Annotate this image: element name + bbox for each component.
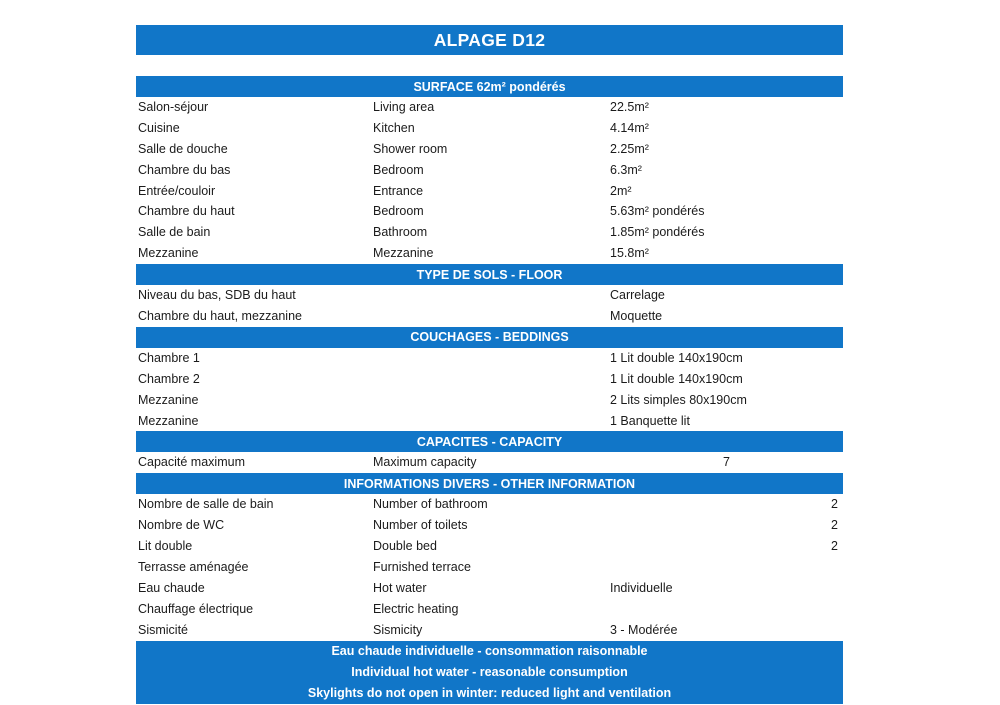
row-label-fr: Nombre de salle de bain [138,497,274,512]
section-header [136,76,843,97]
row-value: 1 Lit double 140x190cm [610,371,743,386]
row-label-en: Shower room [373,141,448,156]
table-row [136,620,843,641]
row-value: 1 Lit double 140x190cm [610,350,743,365]
footer-note-line: Skylights do not open in winter: reduced light and ventilation [307,685,672,700]
row-label-fr: Chambre du haut [138,204,235,219]
row-label-en: Entrance [373,183,424,198]
table-row [136,97,843,118]
row-value: 2 [831,518,838,533]
section-header-label: SURFACE 62m² pondérés [413,79,566,94]
row-value: 2m² [610,183,632,198]
row-label-fr: Cuisine [138,120,180,135]
row-label-fr: Salle de douche [138,141,228,156]
row-label-en: Bathroom [373,225,428,240]
row-label-fr: Mezzanine [138,246,199,261]
table-row [136,139,843,160]
table-row [136,285,843,306]
table-section [136,431,843,473]
row-label-en: Number of bathroom [373,497,488,512]
row-label-fr: Mezzanine [138,413,199,428]
section-header [136,473,843,494]
row-label-fr: Salon-séjour [138,100,209,114]
table-row [136,243,843,264]
table-row [136,515,843,536]
row-label-fr: Lit double [138,539,193,554]
row-label-en: Number of toilets [373,518,468,533]
sections-container [136,76,843,641]
row-label-en: Mezzanine [373,246,434,261]
table-row [136,348,843,369]
table-section [136,327,843,432]
row-value: 6.3m² [610,162,642,177]
section-header-label: TYPE DE SOLS - FLOOR [416,267,563,282]
row-label-en: Maximum capacity [373,455,477,470]
row-label-fr: Eau chaude [138,580,205,595]
section-header [136,431,843,452]
row-label-en: Kitchen [373,120,415,135]
row-label-en: Living area [373,100,435,114]
table-row [136,160,843,181]
table-row [136,222,843,243]
row-label-fr: Chambre du bas [138,162,231,177]
row-label-fr: Niveau du bas, SDB du haut [138,288,296,303]
row-label-fr: Terrasse aménagée [138,560,249,575]
row-label-en: Bedroom [373,162,424,177]
row-value: 4.14m² [610,120,649,135]
row-label-fr: Chambre 2 [138,371,200,386]
row-value: 2 [831,497,838,512]
row-label-en: Furnished terrace [373,560,471,575]
row-value: 2 Lits simples 80x190cm [610,392,747,407]
table-section [136,473,843,640]
row-value: 2 [831,539,838,554]
row-label-fr: Chauffage électrique [138,601,254,616]
table-row [136,536,843,557]
table-row [136,369,843,390]
row-value: 2.25m² [610,141,649,156]
table-row [136,201,843,222]
table-row [136,452,843,473]
row-label-en: Bedroom [373,204,424,219]
row-label-fr: Chambre 1 [138,350,200,365]
section-header-label: COUCHAGES - BEDDINGS [410,330,569,345]
table-section [136,76,843,264]
table-row [136,118,843,139]
row-label-fr: Sismicité [138,622,189,637]
row-label-fr: Entrée/couloir [138,183,216,198]
sheet-content [136,25,843,704]
section-header [136,264,843,285]
row-label-en: Electric heating [373,601,459,616]
page-title: ALPAGE D12 [433,29,546,50]
table-row [136,599,843,620]
table-row [136,411,843,432]
row-value: 1.85m² pondérés [610,225,705,240]
row-label-fr: Chambre du haut, mezzanine [138,309,302,324]
table-row [136,390,843,411]
table-row [136,306,843,327]
row-value: 5.63m² pondérés [610,204,705,219]
row-value: 1 Banquette lit [610,413,690,428]
row-value: 15.8m² [610,246,649,261]
row-label-en: Double bed [373,539,437,554]
section-header-label: CAPACITES - CAPACITY [416,434,563,449]
table-row [136,494,843,515]
row-label-en: Hot water [373,580,427,595]
section-header-label: INFORMATIONS DIVERS - OTHER INFORMATION [343,476,636,491]
footer-note-line: Individual hot water - reasonable consumption [351,664,628,679]
row-value: 3 - Modérée [610,622,678,637]
table-row [136,181,843,202]
table-row [136,557,843,578]
row-label-en: Sismicity [373,622,423,637]
title-bar [136,25,843,55]
table-section [136,264,843,327]
footer-note-line: Eau chaude individuelle - consommation raisonnable [331,643,648,658]
table-row [136,578,843,599]
row-label-fr: Mezzanine [138,392,199,407]
row-value: 7 [723,455,730,470]
row-value: 22.5m² [610,100,649,114]
row-value: Carrelage [610,288,665,303]
footer-notes [136,641,843,704]
row-value: Moquette [610,309,663,324]
row-label-fr: Salle de bain [138,225,211,240]
section-header [136,327,843,348]
row-label-fr: Nombre de WC [138,518,225,533]
row-value: Individuelle [610,580,673,595]
row-label-fr: Capacité maximum [138,455,245,470]
